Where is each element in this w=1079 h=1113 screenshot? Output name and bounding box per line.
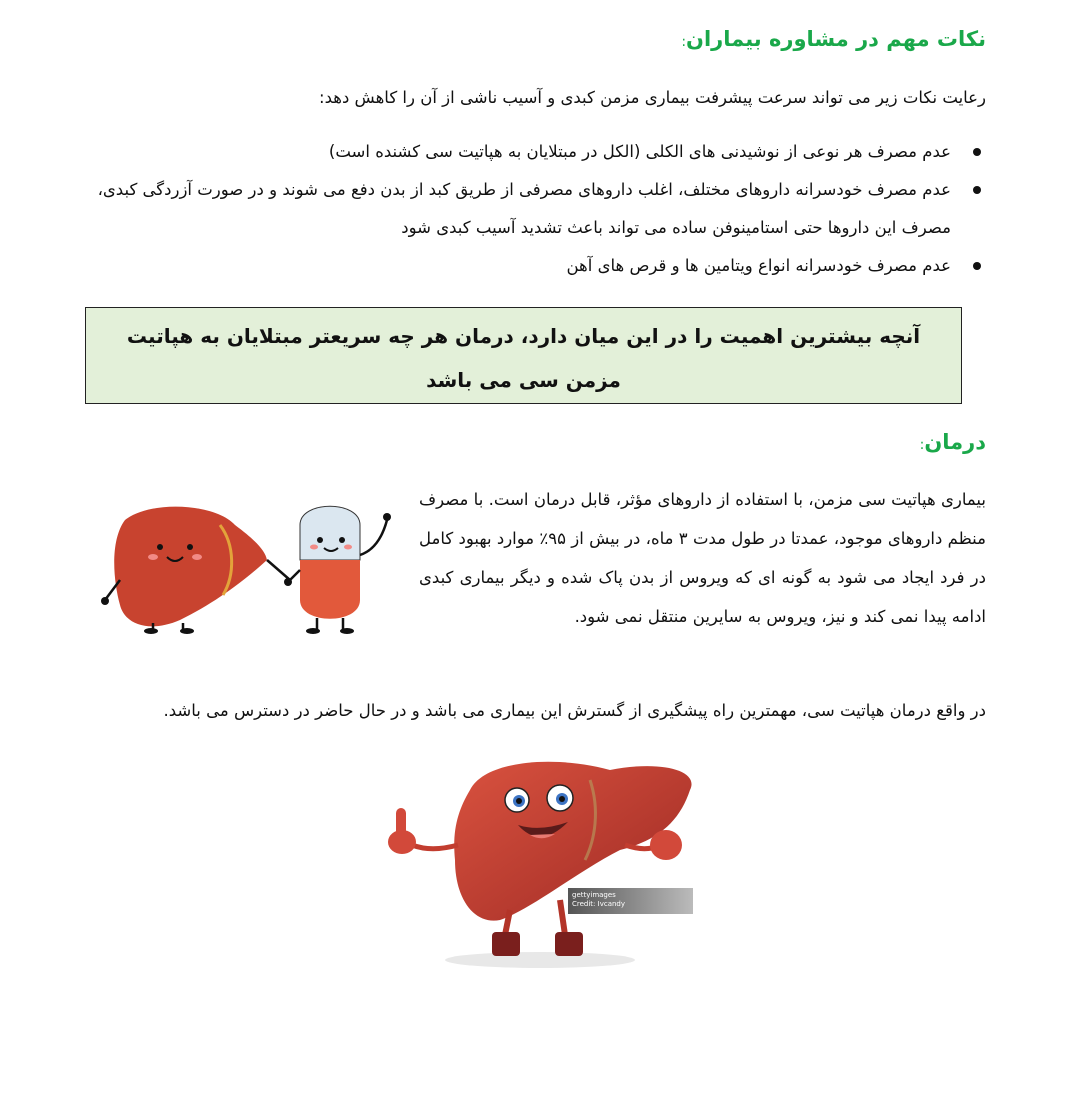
bullet-icon xyxy=(973,148,981,156)
heading-colon: : xyxy=(681,34,687,50)
watermark-brand: gettyimages xyxy=(572,891,616,899)
section-heading-treatment xyxy=(920,430,986,454)
list-item-text: عدم مصرف خودسرانه انواع ویتامین ها و قرص های آهن xyxy=(566,256,951,275)
section-heading-text: درمان xyxy=(924,430,986,454)
list-item-text: عدم مصرف هر نوعی از نوشیدنی های الکلی (الکل در مبتلایان به هپاتیت سی کشنده است) xyxy=(328,142,951,161)
list-item xyxy=(96,247,986,285)
heading-colon: : xyxy=(919,437,925,453)
list-item-text: عدم مصرف خودسرانه داروهای مختلف، اغلب داروهای مصرفی از طریق کبد از بدن دفع می شوند و در صورت آزردگی کبدی، مصرف این داروها حتی استامینوفن ساده می تواند باعث تشدید آسیب کبدی شود xyxy=(97,180,951,237)
list-item xyxy=(96,133,986,171)
liver-and-pill-illustration xyxy=(95,485,400,645)
treatment-paragraph: بیماری هپاتیت سی مزمن، با استفاده از داروهای مؤثر، قابل درمان است. با مصرف منظم داروهای موجود، عمدتا در طول مدت ۳ ماه، در بیش از ۹۵٪ موارد بهبود کامل در فرد ایجاد می شود به گونه ای که ویروس از بدن پاک شده و دیگر بیماری کبدی ادامه پیدا نمی کند و نیز، ویروس به سایرین منتقل نمی شود. xyxy=(419,490,986,626)
liver-thumbs-up-illustration xyxy=(380,750,695,970)
bullet-icon xyxy=(973,262,981,270)
callout-text: آنچه بیشترین اهمیت را در این میان دارد، درمان هر چه سریعتر مبتلایان به هپاتیت مزمن سی می باشد xyxy=(126,324,921,392)
watermark-badge xyxy=(568,888,693,914)
list-item xyxy=(96,171,986,247)
section-heading-counseling xyxy=(681,27,986,51)
bullet-icon xyxy=(973,186,981,194)
watermark-credit: Credit: Ivcandy xyxy=(572,900,626,908)
prevention-paragraph: در واقع درمان هپاتیت سی، مهمترین راه پیشگیری از گسترش این بیماری می باشد و در حال حاضر در دسترس می باشد. xyxy=(163,701,986,720)
advice-list xyxy=(96,133,986,285)
highlight-callout xyxy=(85,307,962,404)
intro-paragraph: رعایت نکات زیر می تواند سرعت پیشرفت بیماری مزمن کبدی و آسیب ناشی از آن را کاهش دهد: xyxy=(319,88,986,107)
section-heading-text: نکات مهم در مشاوره بیماران xyxy=(686,27,986,51)
